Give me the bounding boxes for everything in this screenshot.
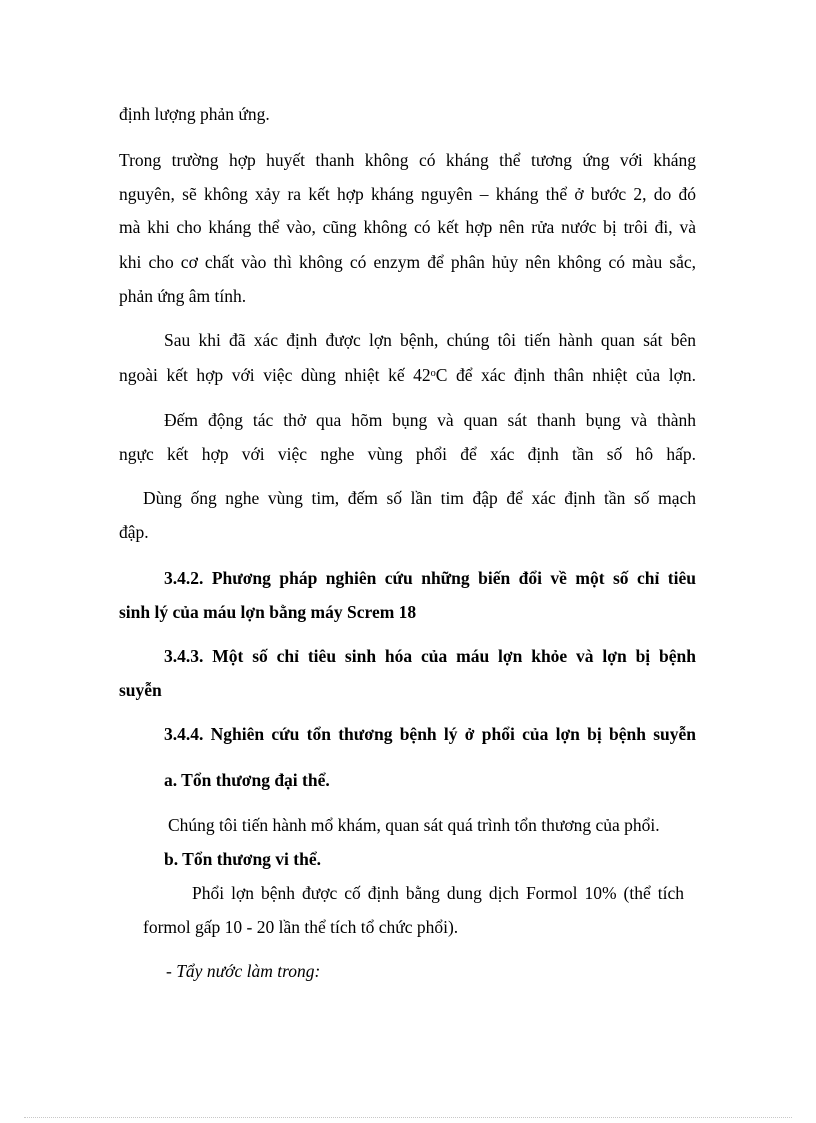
text-line-dinh-luong: định lượng phản ứng. (119, 104, 270, 124)
subheading-a: a. Tổn thương đại thể. (164, 770, 330, 790)
heading-3-4-3-line-1: 3.4.3. Một số chỉ tiêu sinh hóa của máu lợn khỏe và lợn bị bệnh (164, 646, 696, 666)
heading-3-4-2-line-1: 3.4.2. Phương pháp nghiên cứu những biến đổi về một số chỉ tiêu (164, 568, 696, 588)
paragraph-breath-line-2: ngực kết hợp với việc nghe vùng phổi để xác định tần số hô hấp. (119, 444, 696, 464)
footer-divider (24, 1117, 792, 1118)
heading-3-4-4: 3.4.4. Nghiên cứu tổn thương bệnh lý ở phổi của lợn bị bệnh suyễn (164, 724, 696, 744)
subheading-b: b. Tổn thương vi thể. (164, 849, 321, 869)
paragraph-fix-line-1: Phổi lợn bệnh được cố định bằng dung dịch Formol 10% (thể tích (192, 883, 684, 903)
bullet-clear-water: - Tẩy nước làm trong: (166, 961, 321, 981)
heading-3-4-3-line-2: suyễn (119, 680, 162, 700)
paragraph-breath-line-1: Đếm động tác thở qua hõm bụng và quan sát thanh bụng và thành (164, 410, 696, 430)
paragraph-negative-line-4: khi cho cơ chất vào thì không có enzym để phân hủy nên không có màu sắc, (119, 252, 696, 272)
paragraph-negative-line-3: mà khi cho kháng thể vào, cũng không có kết hợp nên rửa nước bị trôi đi, và (119, 217, 696, 237)
paragraph-negative-line-1: Trong trường hợp huyết thanh không có kháng thể tương ứng với kháng (119, 150, 696, 170)
heading-3-4-2-line-2: sinh lý của máu lợn bằng máy Screm 18 (119, 602, 417, 622)
paragraph-negative-line-5: phản ứng âm tính. (119, 286, 247, 306)
paragraph-negative-line-2: nguyên, sẽ không xảy ra kết hợp kháng nguyên – kháng thể ở bước 2, do đó (119, 184, 696, 204)
paragraph-observe-line-2: ngoài kết hợp với việc dùng nhiệt kế 42ᵒC để xác định thân nhiệt của lợn. (119, 365, 696, 385)
paragraph-observe-line-1: Sau khi đã xác định được lợn bệnh, chúng tôi tiến hành quan sát bên (164, 330, 696, 350)
paragraph-autopsy: Chúng tôi tiến hành mổ khám, quan sát quá trình tổn thương của phổi. (168, 815, 660, 835)
paragraph-pulse-line-2: đập. (119, 522, 149, 542)
paragraph-fix-line-2: formol gấp 10 - 20 lần thể tích tổ chức phổi). (143, 917, 459, 937)
paragraph-pulse-line-1: Dùng ống nghe vùng tim, đếm số lần tim đập để xác định tần số mạch (143, 488, 696, 508)
